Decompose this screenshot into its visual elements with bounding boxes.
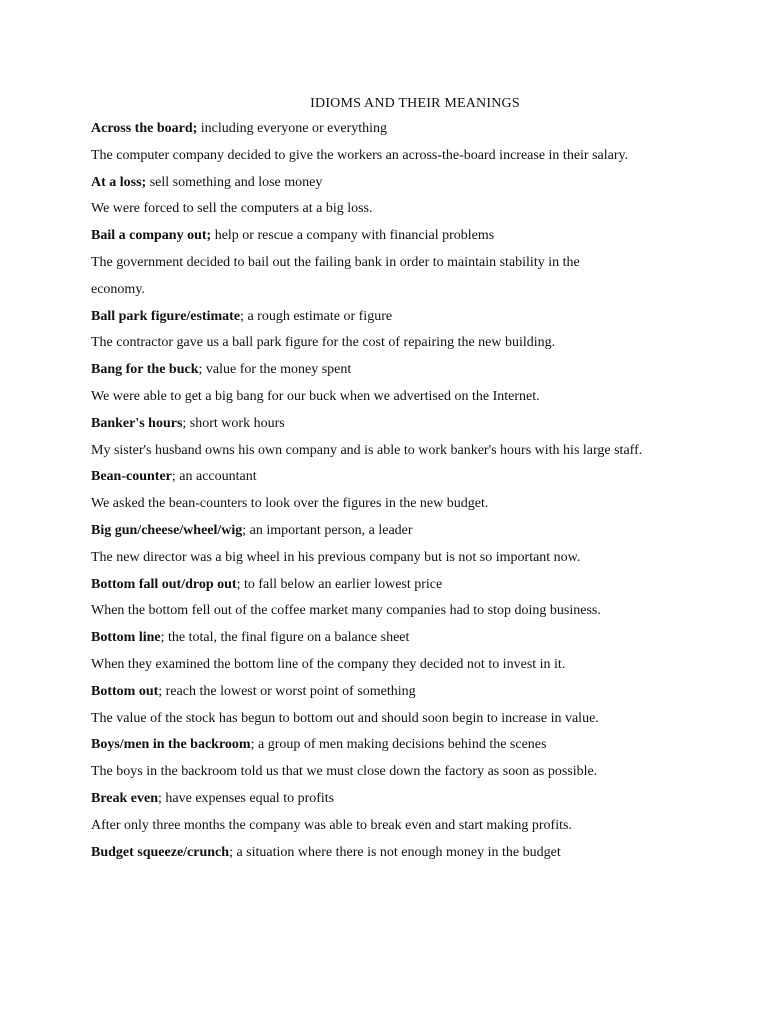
idiom-definition: ; a situation where there is not enough money in the budget [229, 844, 561, 860]
idiom-definition: ; have expenses equal to profits [158, 790, 335, 806]
idiom-definition: ; to fall below an earlier lowest price [236, 576, 443, 592]
idiom-entry [91, 840, 731, 867]
idiom-heading [91, 679, 731, 706]
idiom-entry [91, 625, 731, 679]
idiom-entry [91, 572, 731, 626]
idiom-term: Banker's hours [91, 415, 183, 431]
idiom-example: When they examined the bottom line of the company they decided not to invest in it. [91, 656, 566, 672]
idiom-example: When the bottom fell out of the coffee market many companies had to stop doing business. [91, 603, 601, 619]
idiom-term: Budget squeeze/crunch [91, 844, 230, 860]
idiom-heading [91, 223, 731, 250]
idiom-heading [91, 116, 731, 143]
idiom-term: Break even [91, 790, 159, 806]
idiom-example: The value of the stock has begun to bottom out and should soon begin to increase in value. [91, 710, 599, 726]
document-page [91, 92, 731, 866]
idiom-term: Ball park figure/estimate [91, 308, 241, 324]
idiom-definition: ; reach the lowest or worst point of something [158, 683, 416, 699]
idiom-term: Big gun/cheese/wheel/wig [91, 522, 243, 538]
idiom-definition: ; a group of men making decisions behind the scenes [250, 737, 547, 753]
idiom-definition: ; short work hours [182, 415, 285, 431]
idiom-term: Bottom line [91, 630, 161, 646]
idiom-entry [91, 732, 731, 786]
idiom-entry [91, 223, 731, 303]
idiom-list [91, 116, 731, 866]
idiom-term: Bail a company out; [91, 228, 212, 244]
idiom-example: We were forced to sell the computers at a big loss. [91, 201, 373, 217]
idiom-example: The new director was a big wheel in his previous company but is not so important now. [91, 549, 581, 565]
idiom-heading [91, 304, 731, 331]
idiom-heading [91, 464, 731, 491]
idiom-entry [91, 679, 731, 733]
idiom-heading [91, 786, 731, 813]
idiom-example: The boys in the backroom told us that we must close down the factory as soon as possible. [91, 764, 598, 780]
idiom-heading [91, 625, 731, 652]
idiom-definition: ; the total, the final figure on a balance sheet [160, 630, 410, 646]
idiom-example: We asked the bean-counters to look over the figures in the new budget. [91, 496, 489, 512]
idiom-definition: ; an important person, a leader [242, 522, 413, 538]
idiom-entry [91, 464, 731, 518]
idiom-heading [91, 732, 731, 759]
idiom-term: Across the board; [91, 121, 198, 136]
idiom-definition: ; an accountant [171, 469, 257, 485]
idiom-heading [91, 518, 731, 545]
idiom-entry [91, 116, 731, 170]
idiom-definition: help or rescue a company with financial problems [211, 228, 495, 244]
idiom-definition: sell something and lose money [146, 174, 323, 190]
idiom-entry [91, 518, 731, 572]
idiom-entry [91, 411, 731, 465]
idiom-term: Bean-counter [91, 469, 172, 485]
idiom-heading [91, 357, 731, 384]
idiom-term: Bang for the buck [91, 362, 199, 378]
idiom-definition: including everyone or everything [197, 121, 388, 136]
idiom-term: Bottom out [91, 683, 159, 699]
idiom-example: My sister's husband owns his own company and is able to work banker's hours with his large staff. [91, 442, 643, 458]
idiom-entry [91, 170, 731, 224]
idiom-entry [91, 357, 731, 411]
idiom-heading [91, 170, 731, 197]
idiom-example: We were able to get a big bang for our buck when we advertised on the Internet. [91, 388, 540, 404]
idiom-heading [91, 840, 731, 867]
idiom-term: At a loss; [91, 174, 147, 190]
idiom-definition: ; a rough estimate or figure [240, 308, 393, 324]
idiom-heading [91, 572, 731, 599]
idiom-example: The contractor gave us a ball park figure for the cost of repairing the new building. [91, 335, 556, 351]
page-title: IDIOMS AND THEIR MEANINGS [310, 96, 520, 111]
idiom-example: The government decided to bail out the failing bank in order to maintain stability in the economy. [91, 254, 580, 297]
idiom-term: Boys/men in the backroom [91, 737, 251, 753]
idiom-definition: ; value for the money spent [198, 362, 352, 378]
idiom-heading [91, 411, 731, 438]
idiom-entry [91, 304, 731, 358]
idiom-entry [91, 786, 731, 840]
idiom-term: Bottom fall out/drop out [91, 576, 237, 592]
idiom-example: The computer company decided to give the workers an across-the-board increase in their salary. [91, 147, 629, 163]
idiom-example: After only three months the company was able to break even and start making profits. [91, 817, 572, 833]
